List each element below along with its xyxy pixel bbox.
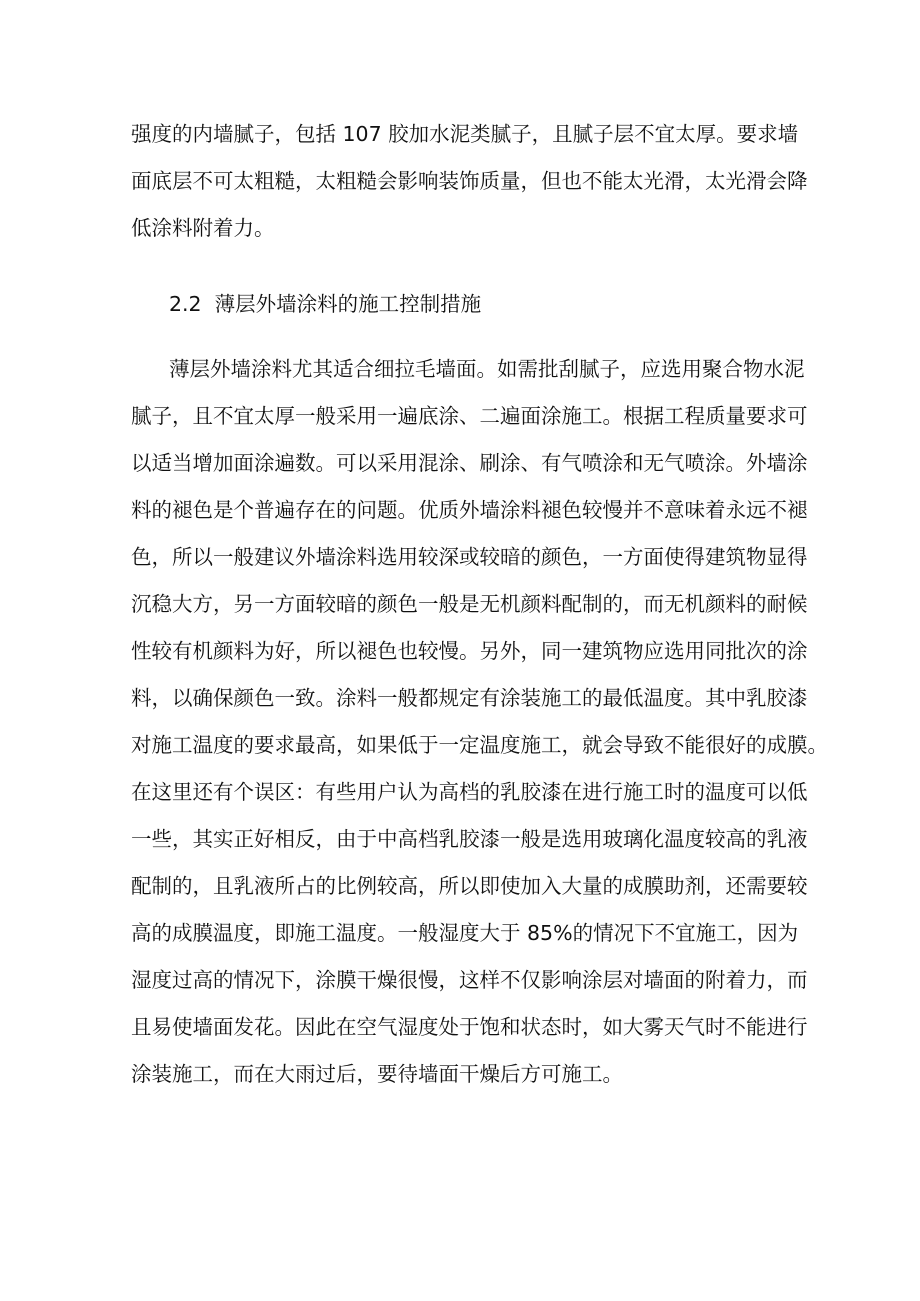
paragraph-line: 面底层不可太粗糙，太粗糙会影响装饰质量，但也不能太光滑，太光滑会降 <box>131 169 808 193</box>
paragraph-line: 一些，其实正好相反，由于中高档乳胶漆一般是选用玻璃化温度较高的乳液 <box>131 827 808 851</box>
paragraph-line: 且易使墙面发花。因此在空气湿度处于饱和状态时，如大雾天气时不能进行 <box>131 1015 808 1039</box>
paragraph-line: 高的成膜温度，即施工温度。一般湿度大于 85%的情况下不宜施工，因为 <box>131 921 799 945</box>
paragraph-line: 低涂料附着力。 <box>131 216 275 240</box>
paragraph-line: 涂装施工，而在大雨过后，要待墙面干燥后方可施工。 <box>131 1062 623 1086</box>
paragraph-2 <box>131 346 828 1098</box>
paragraph-line: 湿度过高的情况下，涂膜干燥很慢，这样不仅影响涂层对墙面的附着力，而 <box>131 968 808 992</box>
paragraph-line: 以适当增加面涂遍数。可以采用混涂、刷涂、有气喷涂和无气喷涂。外墙涂 <box>131 451 808 475</box>
paragraph-line: 强度的内墙腻子，包括 107 胶加水泥类腻子，且腻子层不宜太厚。要求墙 <box>131 122 799 146</box>
paragraph-line: 料，以确保颜色一致。涂料一般都规定有涂装施工的最低温度。其中乳胶漆 <box>131 686 808 710</box>
paragraph-line: 配制的，且乳液所占的比例较高，所以即使加入大量的成膜助剂，还需要较 <box>131 874 808 898</box>
section-heading-text: 2.2 薄层外墙涂料的施工控制措施 <box>169 292 482 316</box>
paragraph-line: 料的褪色是个普遍存在的问题。优质外墙涂料褪色较慢并不意味着永远不褪 <box>131 498 808 522</box>
paragraph-1 <box>131 111 808 252</box>
paragraph-line: 性较有机颜料为好，所以褪色也较慢。另外，同一建筑物应选用同批次的涂 <box>131 639 808 663</box>
paragraph-line: 薄层外墙涂料尤其适合细拉毛墙面。如需批刮腻子，应选用聚合物水泥 <box>169 357 805 381</box>
paragraph-line: 在这里还有个误区：有些用户认为高档的乳胶漆在进行施工时的温度可以低 <box>131 780 808 804</box>
paragraph-line: 沉稳大方，另一方面较暗的颜色一般是无机颜料配制的，而无机颜料的耐候 <box>131 592 808 616</box>
paragraph-line: 腻子，且不宜太厚一般采用一遍底涂、二遍面涂施工。根据工程质量要求可 <box>131 404 808 428</box>
paragraph-line: 对施工温度的要求最高，如果低于一定温度施工，就会导致不能很好的成膜。 <box>131 733 828 757</box>
paragraph-line: 色，所以一般建议外墙涂料选用较深或较暗的颜色，一方面使得建筑物显得 <box>131 545 808 569</box>
section-heading <box>131 281 791 328</box>
